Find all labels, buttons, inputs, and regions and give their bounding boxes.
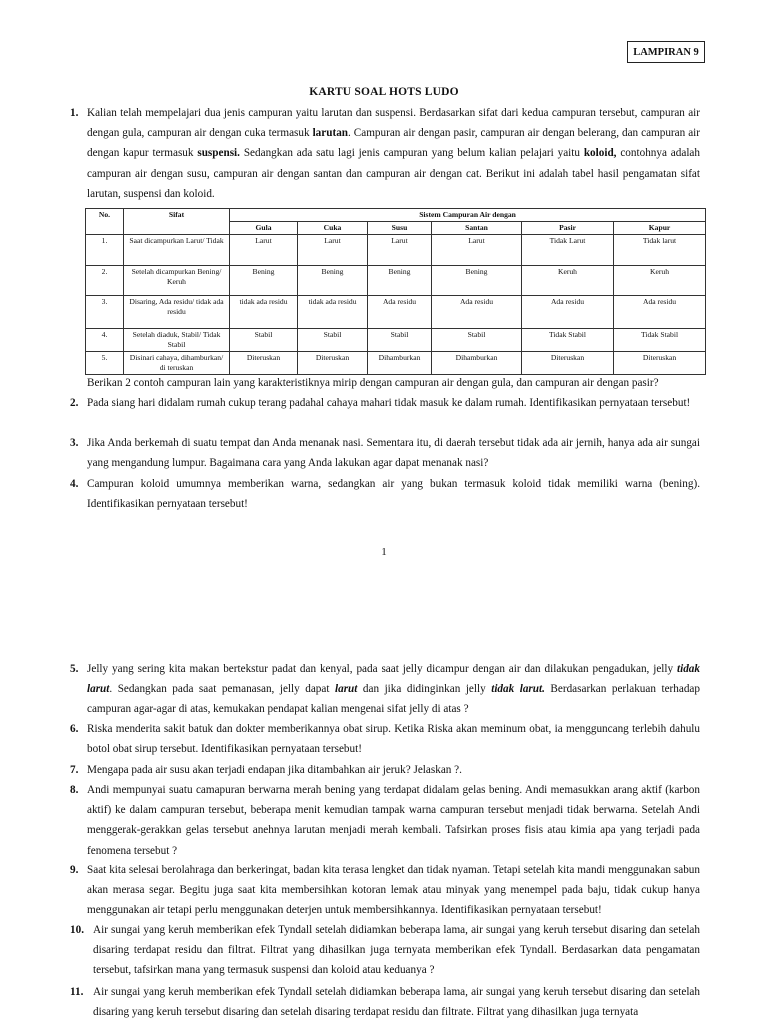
row-number: 4. xyxy=(86,329,124,352)
question-5 xyxy=(70,659,700,720)
emphasis-larut: larut xyxy=(335,683,358,696)
table-cell: Bening xyxy=(432,266,522,296)
question-text: Jika Anda berkemah di suatu tempat dan Anda menanak nasi. Sementara itu, di daerah tersebut tidak ada air jernih, hanya ada air sungai yang mengandung lumpur. Bagaimana cara yang Anda lakukan agar dapat menanak nasi? xyxy=(87,437,700,470)
question-3 xyxy=(70,433,700,473)
table-cell: Ada residu xyxy=(614,296,706,329)
table-cell: Diteruskan xyxy=(614,352,706,375)
column-header: Cuka xyxy=(298,222,368,235)
header-no: No. xyxy=(86,209,124,235)
text-run: dan jika didinginkan jelly xyxy=(357,683,492,696)
bold-term-larutan: larutan xyxy=(312,127,349,140)
table-cell: tidak ada residu xyxy=(298,296,368,329)
table-cell: tidak ada residu xyxy=(230,296,298,329)
table-cell: Tidak Stabil xyxy=(614,329,706,352)
column-header: Santan xyxy=(432,222,522,235)
table-cell: Larut xyxy=(432,235,522,266)
table-cell: Stabil xyxy=(298,329,368,352)
emphasis-tidak-larut: tidak larut xyxy=(87,663,700,696)
table-cell: Tidak larut xyxy=(614,235,706,266)
question-text xyxy=(87,659,700,720)
question-text: Mengapa pada air susu akan terjadi endapan jika ditambahkan air jeruk? Jelaskan ?. xyxy=(87,764,462,776)
row-number: 5. xyxy=(86,352,124,375)
question-11 xyxy=(70,982,700,1022)
row-property: Setelah diaduk, Stabil/ Tidak Stabil xyxy=(124,329,230,352)
question-6 xyxy=(70,719,700,759)
question-number: 9. xyxy=(70,864,79,876)
table-row xyxy=(86,329,706,352)
table-cell: Diteruskan xyxy=(230,352,298,375)
table-row xyxy=(86,296,706,329)
question-4 xyxy=(70,474,700,514)
row-number: 2. xyxy=(86,266,124,296)
text-run: Jelly yang sering kita makan bertekstur padat dan kenyal, pada saat jelly dicampur dengan air dan dilakukan pengadukan, jelly xyxy=(87,663,677,675)
table-cell: Stabil xyxy=(368,329,432,352)
row-property: Saat dicampurkan Larut/ Tidak xyxy=(124,235,230,266)
question-number: 3. xyxy=(70,437,79,449)
table-cell: Stabil xyxy=(432,329,522,352)
question-number: 11. xyxy=(70,986,84,998)
question-10 xyxy=(70,920,700,981)
question-1-prompt: Berikan 2 contoh campuran lain yang karakteristiknya mirip dengan campuran air dengan gula, dan campuran air dengan pasir? xyxy=(87,377,659,389)
lampiran-label: LAMPIRAN 9 xyxy=(627,41,705,63)
text-run: Berdasarkan perlakuan terhadap campuran agar-agar di atas, kemukakan pendapat kalian mengenai sifat jelly di atas ? xyxy=(87,683,700,716)
question-9 xyxy=(70,860,700,921)
question-8 xyxy=(70,780,700,861)
table-cell: Ada residu xyxy=(522,296,614,329)
table-cell: Ada residu xyxy=(368,296,432,329)
header-sistem: Sistem Campuran Air dengan xyxy=(230,209,706,222)
header-sifat: Sifat xyxy=(124,209,230,235)
row-property: Disaring, Ada residu/ tidak ada residu xyxy=(124,296,230,329)
question-text: Saat kita selesai berolahraga dan berkeringat, badan kita terasa lengket dan tidak nyaman. Tetapi setelah kita mandi menggunakan sabun akan merasa segar. Begitu juga saat kita membersihkan kotoran lemak atau minyak yang menempel pada baju, tidak cukup hanya menggunakan air tetapi perlu menggunakan deterjen untuk membersihkannya. Identifikasikan pernyataan tersebut! xyxy=(87,864,700,917)
table-cell: Bening xyxy=(230,266,298,296)
table-cell: Larut xyxy=(230,235,298,266)
bold-term-koloid: koloid, xyxy=(583,147,617,160)
table-row xyxy=(86,235,706,266)
table-cell: Larut xyxy=(368,235,432,266)
question-text xyxy=(87,103,700,204)
question-number: 8. xyxy=(70,784,79,796)
table-cell: Tidak Larut xyxy=(522,235,614,266)
table-cell: Ada residu xyxy=(432,296,522,329)
question-text: Andi mempunyai suatu camapuran berwarna merah bening yang terdapat didalam gelas bening. Andi memasukkan arang aktif (karbon aktif) ke dalam campuran tersebut, beberapa menit kemudian tampak warna campuran tersebut menjadi tidak berwarna. Setelah Andi menggerak-gerakkan gelas tersebut anehnya larutan menjadi merah kembali. Tafsirkan proses fisis atau kimia apa yang terjadi pada fenomena tersebut ? xyxy=(87,784,700,857)
table-cell: Diteruskan xyxy=(522,352,614,375)
table-cell: Stabil xyxy=(230,329,298,352)
text-run: contohnya adalah campuran air dengan susu, campuran air dengan santan dan campuran air dengan cat. Berikut ini adalah tabel hasil pengamatan sifat larutan, suspensi dan koloid. xyxy=(87,147,700,200)
table-cell: Bening xyxy=(298,266,368,296)
table-cell: Larut xyxy=(298,235,368,266)
question-number: 5. xyxy=(70,663,79,675)
row-property: Disinari cahaya, dihamburkan/ di teruskan xyxy=(124,352,230,375)
question-text: Riska menderita sakit batuk dan dokter memberikannya obat sirup. Ketika Riska akan meminum obat, ia mengguncang terlebih dahulu botol obat sirup tersebut. Identifikasikan pernyataan tersebut! xyxy=(87,723,700,756)
question-1 xyxy=(70,103,700,204)
column-header: Pasir xyxy=(522,222,614,235)
question-text: Pada siang hari didalam rumah cukup terang padahal cahaya mahari tidak masuk ke dalam rumah. Identifikasikan pernyataan tersebut! xyxy=(87,397,691,409)
question-number: 6. xyxy=(70,723,79,735)
question-number: 2. xyxy=(70,397,79,409)
text-run: . Campuran air dengan pasir, campuran air dengan belerang, dan campuran air dengan kapur termasuk xyxy=(87,127,700,160)
question-number: 7. xyxy=(70,764,79,776)
question-number: 1. xyxy=(70,107,79,119)
question-text: Air sungai yang keruh memberikan efek Tyndall setelah didiamkan beberapa lama, air sungai yang keruh tersebut disaring dan setelah disaring yang keruh tersebut disaring dan setelah disaring terdapat residu dan filtrate. Filtrat yang dihasilkan juga ternyata xyxy=(93,986,700,1019)
question-text: Air sungai yang keruh memberikan efek Tyndall setelah didiamkan beberapa lama, air sungai yang keruh tersebut disaring dan setelah disaring terdapat residu dan filtrat. Filtrat yang dihasilkan juga ternyata memberikan efek Tyndall. Berdasarkan data pengamatan tersebut, tafsirkan mana yang termasuk suspensi dan koloid atau keduanya ? xyxy=(93,924,700,977)
table-cell: Bening xyxy=(368,266,432,296)
table-cell: Dihamburkan xyxy=(368,352,432,375)
row-number: 3. xyxy=(86,296,124,329)
table-cell: Keruh xyxy=(522,266,614,296)
question-7 xyxy=(70,760,700,780)
table-cell: Dihamburkan xyxy=(432,352,522,375)
text-run: Sedangkan ada satu lagi jenis campuran yang belum kalian pelajari yaitu xyxy=(239,147,584,160)
text-run: Kalian telah mempelajari dua jenis campuran yaitu larutan dan suspensi. Berdasarkan sifat dari kedua campuran tersebut, campuran air dengan gula, campuran air dengan cuka termasuk xyxy=(87,107,700,140)
question-number: 4. xyxy=(70,478,79,490)
table-cell: Tidak Stabil xyxy=(522,329,614,352)
table-row xyxy=(86,352,706,375)
table-cell: Keruh xyxy=(614,266,706,296)
question-number: 10. xyxy=(70,924,84,936)
column-header: Gula xyxy=(230,222,298,235)
question-2 xyxy=(70,393,700,413)
column-header: Kapur xyxy=(614,222,706,235)
page-number: 1 xyxy=(381,546,387,558)
column-header: Susu xyxy=(368,222,432,235)
page-title: KARTU SOAL HOTS LUDO xyxy=(309,86,459,98)
emphasis-tidak-larut: tidak larut. xyxy=(491,683,545,696)
row-number: 1. xyxy=(86,235,124,266)
observation-table xyxy=(85,208,706,375)
table-cell: Diteruskan xyxy=(298,352,368,375)
table-row xyxy=(86,266,706,296)
text-run: . Sedangkan pada saat pemanasan, jelly dapat xyxy=(109,683,335,696)
question-text: Campuran koloid umumnya memberikan warna, sedangkan air yang bukan termasuk koloid tidak memiliki warna (bening). Identifikasikan pernyataan tersebut! xyxy=(87,478,700,511)
bold-term-suspensi: suspensi. xyxy=(197,147,240,160)
row-property: Setelah dicampurkan Bening/ Keruh xyxy=(124,266,230,296)
